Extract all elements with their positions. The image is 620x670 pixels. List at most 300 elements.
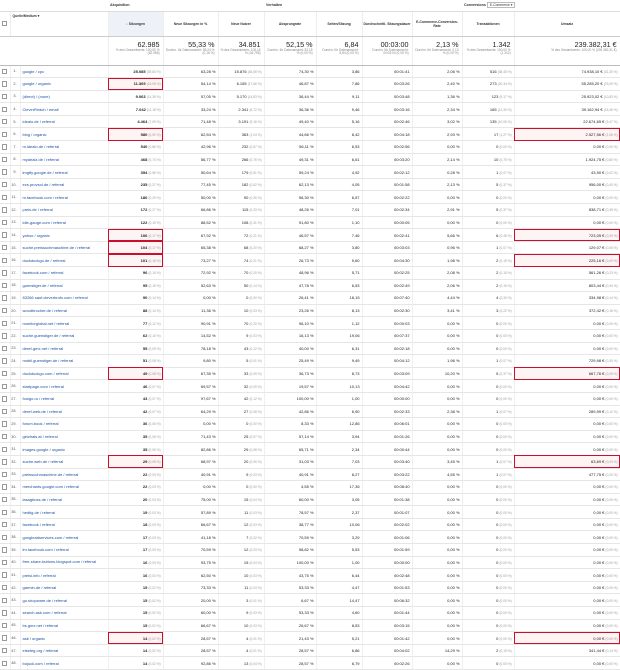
row-checkbox[interactable]: [2, 371, 7, 376]
conversion-rate-cell: 2,06 %: [412, 279, 462, 292]
table-row: [0, 644, 620, 657]
row-checkbox[interactable]: [2, 207, 7, 212]
row-checkbox[interactable]: [2, 69, 7, 74]
transactions-value: 123: [491, 93, 499, 99]
new-users-value: 0: [246, 295, 249, 301]
transactions-cell: [462, 468, 514, 481]
row-checkbox[interactable]: [2, 447, 7, 452]
source-medium-link[interactable]: garmin.de / referral: [20, 581, 108, 594]
table-row: [0, 128, 620, 141]
sessions-cell: [108, 103, 163, 116]
new-users-cell: [218, 468, 264, 481]
row-checkbox-cell: [0, 518, 10, 531]
row-checkbox[interactable]: [2, 220, 7, 225]
revenue-cell: [514, 166, 620, 179]
sessions-percent: (0,14 %): [148, 309, 161, 314]
pages-per-session-cell: 2,37: [316, 506, 362, 519]
sessions-value: 16: [142, 572, 148, 578]
sessions-value: 235: [140, 182, 148, 188]
group-header-row: [0, 0, 620, 11]
sessions-value: 46: [142, 383, 148, 389]
source-medium-link[interactable]: free-share-buttons.blogspot.com / referral: [20, 556, 108, 569]
row-checkbox[interactable]: [2, 182, 7, 187]
transactions-cell: [462, 392, 514, 405]
row-checkbox[interactable]: [2, 270, 7, 275]
source-medium-link[interactable]: suche.guenstiger.de / referral: [20, 329, 108, 342]
avg-duration-cell: 00:02:30: [362, 304, 412, 317]
new-sessions-cell: 0,00 %: [163, 481, 218, 494]
row-checkbox[interactable]: [2, 535, 7, 540]
revenue-percent: (0,00 %): [605, 661, 618, 666]
row-checkbox[interactable]: [2, 144, 7, 149]
revenue-cell: [514, 103, 620, 116]
row-checkbox[interactable]: [2, 661, 7, 666]
source-medium-link[interactable]: idle-gauge.com / referral: [20, 216, 108, 229]
revenue-value: 43,90 €: [591, 169, 605, 175]
sessions-cell: [108, 141, 163, 154]
avg-duration-cell: 00:01:42: [362, 632, 412, 645]
total-value: 6,84: [344, 39, 359, 49]
revenue-value: 334,98 €: [588, 295, 605, 301]
pages-per-session-cell: 7,03: [316, 455, 362, 468]
new-users-value: 33: [243, 371, 249, 377]
source-medium-link[interactable]: m.facebook.com / referral: [20, 191, 108, 204]
table-row: [0, 267, 620, 280]
revenue-value: 55.285,20 €: [581, 81, 603, 87]
dimension-header[interactable]: [10, 11, 108, 36]
bounce-rate-cell: 42,86 %: [264, 405, 316, 418]
dimension-header-label: Quelle/Medium: [12, 13, 37, 18]
bounce-rate-cell: 43,75 %: [264, 569, 316, 582]
source-medium-link[interactable]: preis.de / referral: [20, 204, 108, 217]
total-value: 34.851: [238, 39, 261, 49]
source-medium-link[interactable]: deref-gmx.net / referral: [20, 342, 108, 355]
pages-per-session-cell: 8,73: [316, 367, 362, 380]
revenue-cell: [514, 619, 620, 632]
source-medium-link[interactable]: idealo.de / referral: [20, 115, 108, 128]
new-users-cell: [218, 430, 264, 443]
row-index: 6.: [10, 128, 20, 141]
sessions-percent: (0,05 %): [148, 460, 161, 465]
new-users-cell: [218, 506, 264, 519]
sessions-percent: (0,07 %): [148, 384, 161, 389]
transactions-cell: [462, 304, 514, 317]
sessions-cell: [108, 90, 163, 103]
transactions-value: 0: [496, 547, 499, 553]
conversion-rate-cell: 0,00 %: [412, 619, 462, 632]
row-checkbox[interactable]: [2, 321, 7, 326]
row-checkbox[interactable]: [2, 157, 7, 162]
col-pages-per-session[interactable]: Seiten/Sitzung: [316, 11, 362, 36]
col-revenue[interactable]: Umsatz: [514, 11, 620, 36]
source-medium-link[interactable]: images.google / organic: [20, 443, 108, 456]
row-checkbox[interactable]: [2, 472, 7, 477]
new-sessions-cell: 14,52 %: [163, 329, 218, 342]
new-users-percent: (0,03 %): [249, 523, 262, 528]
avg-duration-cell: 00:04:30: [362, 254, 412, 267]
transactions-value: 0: [496, 622, 499, 628]
new-users-value: 50: [243, 282, 249, 288]
source-medium-link[interactable]: guenstiger.de / referral: [20, 279, 108, 292]
new-users-percent: (0,03 %): [249, 611, 262, 616]
row-checkbox[interactable]: [2, 308, 7, 313]
table-row: [0, 279, 620, 292]
new-sessions-cell: 68,97 %: [163, 455, 218, 468]
source-medium-link[interactable]: go.shopware.de / referral: [20, 594, 108, 607]
revenue-percent: (0,00 %): [605, 548, 618, 553]
row-checkbox[interactable]: [2, 623, 7, 628]
row-checkbox[interactable]: [2, 245, 7, 250]
transactions-value: 0: [496, 219, 499, 225]
col-bounce-rate[interactable]: Absprungrate: [264, 11, 316, 36]
row-checkbox[interactable]: [2, 119, 7, 124]
sessions-cell: [108, 279, 163, 292]
new-users-percent: (0,07 %): [249, 435, 262, 440]
source-medium-link[interactable]: woodbrocher.de / referral: [20, 304, 108, 317]
avg-duration-cell: 00:01:41: [362, 65, 412, 78]
new-users-value: 2.341: [238, 106, 249, 112]
sessions-percent: (0,86 %): [148, 145, 161, 150]
row-checkbox[interactable]: [2, 384, 7, 389]
bounce-rate-cell: 28,57 %: [264, 644, 316, 657]
sessions-cell: [108, 644, 163, 657]
col-avg-session-duration[interactable]: Durchschnittl. Sitzungsdauer: [362, 11, 412, 36]
sessions-value: 172: [140, 207, 148, 213]
avg-duration-cell: 00:01:59: [362, 544, 412, 557]
revenue-cell: [514, 279, 620, 292]
row-checkbox[interactable]: [2, 358, 7, 363]
transactions-cell: [462, 65, 514, 78]
new-users-percent: (0,33 %): [249, 208, 262, 213]
transactions-percent: (0,00 %): [499, 422, 512, 427]
source-medium-link[interactable]: mobil.guenstiger.de / referral: [20, 355, 108, 368]
new-sessions-cell: 75,00 %: [163, 493, 218, 506]
row-checkbox[interactable]: [2, 232, 7, 237]
sessions-cell: [108, 405, 163, 418]
source-medium-link[interactable]: hedtig.de / referral: [20, 506, 108, 519]
row-checkbox[interactable]: [2, 258, 7, 263]
transactions-value: 10: [493, 156, 499, 162]
new-users-cell: [218, 128, 264, 141]
row-checkbox[interactable]: [2, 283, 7, 288]
avg-duration-cell: 00:04:18: [362, 128, 412, 141]
source-medium-link[interactable]: suche.web.de / referral: [20, 455, 108, 468]
revenue-cell: [514, 392, 620, 405]
revenue-value: 25.923,02 €: [581, 93, 603, 99]
revenue-value: 0,00 €: [593, 194, 605, 200]
source-medium-link[interactable]: preissuchmaschine.de / referral: [20, 468, 108, 481]
source-medium-link[interactable]: facebook.com / referral: [20, 267, 108, 280]
new-users-value: 70: [243, 320, 249, 326]
row-checkbox-cell: [0, 191, 10, 204]
conversion-rate-cell: 0,00 %: [412, 418, 462, 431]
row-checkbox[interactable]: [2, 107, 7, 112]
sessions-percent: (0,56 %): [148, 170, 161, 175]
sessions-value: 88: [142, 308, 148, 314]
row-checkbox[interactable]: [2, 522, 7, 527]
new-users-value: 7: [246, 534, 249, 540]
source-medium-link[interactable]: facebook / referral: [20, 518, 108, 531]
new-users-percent: (0,20 %): [249, 246, 262, 251]
transactions-value: 2: [496, 282, 499, 288]
conversion-rate-cell: 0,00 %: [412, 518, 462, 531]
revenue-value: 0,00 €: [593, 635, 605, 641]
new-users-percent: (0,04 %): [249, 661, 262, 666]
source-medium-link[interactable]: google / cpc: [20, 65, 108, 78]
row-checkbox[interactable]: [2, 572, 7, 577]
sessions-percent: (0,02 %): [148, 623, 161, 628]
transactions-value: 5: [496, 371, 499, 377]
revenue-percent: (0,00 %): [605, 497, 618, 502]
source-medium-link[interactable]: yahoo / organic: [20, 229, 108, 242]
source-medium-link[interactable]: eiseteg.org / referral: [20, 644, 108, 657]
table-row: [0, 569, 620, 582]
sessions-value: 101: [140, 257, 148, 263]
row-checkbox[interactable]: [2, 547, 7, 552]
transactions-cell: [462, 644, 514, 657]
sessions-percent: (0,27 %): [148, 208, 161, 213]
source-medium-link[interactable]: mydealz.de / referral: [20, 153, 108, 166]
transactions-value: 2: [496, 648, 499, 654]
revenue-percent: (0,14 %): [605, 296, 618, 301]
bounce-rate-cell: 40,91 %: [264, 468, 316, 481]
row-index: 31.: [10, 443, 20, 456]
new-users-cell: [218, 304, 264, 317]
source-medium-link[interactable]: 83266 sauf.cleverbrofx.com / referral: [20, 292, 108, 305]
bounce-rate-cell: 70,59 %: [264, 531, 316, 544]
source-medium-link[interactable]: duckduckgo.de / referral: [20, 254, 108, 267]
source-medium-link[interactable]: merchants.google.com / referral: [20, 481, 108, 494]
row-checkbox[interactable]: [2, 459, 7, 464]
transactions-percent: (9,17 %): [499, 94, 512, 99]
source-medium-link[interactable]: monitorglobal.net / referral: [20, 317, 108, 330]
sessions-percent: (0,02 %): [148, 661, 161, 666]
transactions-value: 135: [489, 119, 497, 125]
new-users-percent: (0,04 %): [249, 497, 262, 502]
source-medium-link[interactable]: googleadservices.com / referral: [20, 531, 108, 544]
sort-desc-icon: ↓: [126, 21, 128, 26]
revenue-cell: [514, 78, 620, 91]
row-checkbox[interactable]: [2, 346, 7, 351]
revenue-cell: [514, 367, 620, 380]
sessions-value: 29: [142, 459, 148, 465]
sessions-value: 35: [142, 446, 148, 452]
row-checkbox[interactable]: [2, 648, 7, 653]
new-users-cell: [218, 569, 264, 582]
row-index: 9.: [10, 166, 20, 179]
source-medium-link[interactable]: suche.preissuchmaschine.de / referral: [20, 241, 108, 254]
row-checkbox[interactable]: [2, 560, 7, 565]
avg-duration-cell: 00:07:40: [362, 292, 412, 305]
row-checkbox[interactable]: [2, 169, 7, 174]
new-users-percent: (0,01 %): [249, 359, 262, 364]
source-medium-link[interactable]: deref-web.de / referral: [20, 405, 108, 418]
avg-duration-cell: 00:00:00: [362, 392, 412, 405]
sessions-percent: (0,92 %): [148, 132, 161, 137]
col-transactions[interactable]: Transaktionen: [462, 11, 514, 36]
new-users-value: 9: [246, 333, 249, 339]
transactions-percent: (0,15 %): [499, 649, 512, 654]
revenue-value: 838,71 €: [588, 207, 605, 213]
new-users-value: 182: [241, 182, 249, 188]
transactions-value: 0: [496, 509, 499, 515]
revenue-percent: (0,00 %): [605, 510, 618, 515]
avg-duration-cell: 00:02:33: [362, 405, 412, 418]
row-index: 41.: [10, 569, 20, 582]
row-checkbox[interactable]: [2, 610, 7, 615]
revenue-value: 0,00 €: [593, 622, 605, 628]
row-checkbox[interactable]: [2, 585, 7, 590]
source-medium-link[interactable]: startpage.com / referral: [20, 380, 108, 393]
row-checkbox[interactable]: [2, 132, 7, 137]
sessions-cell: [108, 254, 163, 267]
row-checkbox-cell: [0, 65, 10, 78]
sessions-value: 14: [142, 660, 148, 666]
row-checkbox[interactable]: [2, 409, 7, 414]
source-medium-link[interactable]: preisi.info / referral: [20, 569, 108, 582]
row-checkbox[interactable]: [2, 484, 7, 489]
revenue-cell: [514, 594, 620, 607]
pages-per-session-cell: 6,61: [316, 153, 362, 166]
total-cell: [218, 36, 264, 65]
new-users-cell: [218, 279, 264, 292]
table-row: [0, 493, 620, 506]
conversion-rate-cell: 2,40 %: [412, 78, 462, 91]
table-row: [0, 153, 620, 166]
bounce-rate-cell: 60,00 %: [264, 493, 316, 506]
total-value: 239.382,31 €: [574, 39, 617, 49]
row-checkbox[interactable]: [2, 333, 7, 338]
source-medium-link[interactable]: (direct) / (none): [20, 90, 108, 103]
source-medium-link[interactable]: CleverReach / email: [20, 103, 108, 116]
transactions-percent: (0,00 %): [499, 195, 512, 200]
sessions-percent: (0,03 %): [148, 535, 161, 540]
source-medium-link[interactable]: m.idealo.de / referral: [20, 141, 108, 154]
bounce-rate-cell: 100,00 %: [264, 392, 316, 405]
row-index: 38.: [10, 531, 20, 544]
col-conversion-rate[interactable]: E-Commerce-Conversion-Rate: [412, 11, 462, 36]
source-medium-link[interactable]: ask / organic: [20, 632, 108, 645]
conversion-type-select[interactable]: [487, 2, 516, 8]
row-checkbox[interactable]: [2, 421, 7, 426]
col-new-sessions[interactable]: Neue Sitzungen in %: [163, 11, 218, 36]
transactions-cell: [462, 115, 514, 128]
conversion-rate-cell: 0,00 %: [412, 191, 462, 204]
source-medium-link[interactable]: ecs.provsol.de / referral: [20, 178, 108, 191]
row-index: 26.: [10, 380, 20, 393]
revenue-value: 0,00 €: [593, 496, 605, 502]
source-medium-link[interactable]: geizhals.at / referral: [20, 430, 108, 443]
source-medium-link[interactable]: bojuck.com / referral: [20, 657, 108, 670]
new-users-percent: (0,20 %): [249, 321, 262, 326]
new-users-value: 13: [243, 660, 249, 666]
table-row: [0, 355, 620, 368]
sessions-cell: [108, 317, 163, 330]
total-cell: [462, 36, 514, 65]
revenue-percent: (0,30 %): [605, 359, 618, 364]
table-row: [0, 619, 620, 632]
row-index: 25.: [10, 367, 20, 380]
row-index: 43.: [10, 594, 20, 607]
select-all-checkbox[interactable]: [2, 21, 7, 26]
new-sessions-cell: 50,00 %: [163, 191, 218, 204]
sessions-value: 122: [140, 219, 148, 225]
transactions-cell: [462, 405, 514, 418]
source-medium-link[interactable]: duckduckgo.com / referral: [20, 367, 108, 380]
sessions-percent: (0,03 %): [148, 523, 161, 528]
new-users-cell: [218, 405, 264, 418]
revenue-value: 0,00 €: [593, 610, 605, 616]
source-medium-link[interactable]: bs.gmx.net / referral: [20, 619, 108, 632]
source-medium-link[interactable]: search.ask.com / referral: [20, 607, 108, 620]
new-sessions-cell: 56,77 %: [163, 153, 218, 166]
transactions-value: 0: [496, 635, 499, 641]
source-medium-link[interactable]: bing / organic: [20, 128, 108, 141]
transactions-percent: (38,45 %): [497, 69, 512, 74]
revenue-value: 803,44 €: [588, 282, 605, 288]
new-users-percent: (0,03 %): [249, 586, 262, 591]
row-checkbox[interactable]: [2, 195, 7, 200]
row-checkbox[interactable]: [2, 635, 7, 640]
row-checkbox[interactable]: [2, 396, 7, 401]
source-medium-link[interactable]: forum.book / referral: [20, 418, 108, 431]
row-checkbox[interactable]: [2, 598, 7, 603]
row-checkbox[interactable]: [2, 94, 7, 99]
new-users-percent: (0,03 %): [249, 334, 262, 339]
sessions-cell: [108, 342, 163, 355]
new-sessions-cell: 73,33 %: [163, 581, 218, 594]
row-index: 47.: [10, 644, 20, 657]
sessions-percent: (39,83 %): [146, 69, 161, 74]
source-medium-link[interactable]: lasagbuss.de / referral: [20, 493, 108, 506]
row-checkbox[interactable]: [2, 434, 7, 439]
new-users-value: 20: [243, 459, 249, 465]
transactions-value: 0: [496, 585, 499, 591]
source-medium-link[interactable]: lm.facebook.com / referral: [20, 544, 108, 557]
revenue-percent: (0,16 %): [605, 309, 618, 314]
col-sessions[interactable]: [108, 11, 163, 36]
transactions-value: 0: [496, 572, 499, 578]
source-medium-link[interactable]: google / organic: [20, 78, 108, 91]
row-checkbox[interactable]: [2, 81, 7, 86]
revenue-percent: (0,00 %): [605, 397, 618, 402]
row-checkbox[interactable]: [2, 497, 7, 502]
row-checkbox[interactable]: [2, 295, 7, 300]
avg-duration-cell: 00:02:46: [362, 115, 412, 128]
sessions-cell: [108, 329, 163, 342]
row-checkbox-cell: [0, 115, 10, 128]
conversion-rate-cell: 5,66 %: [412, 229, 462, 242]
transactions-percent: (0,00 %): [499, 384, 512, 389]
bounce-rate-cell: 46,87 %: [264, 78, 316, 91]
new-users-value: 12: [243, 522, 249, 528]
source-medium-link[interactable]: fooigo.ru / referral: [20, 392, 108, 405]
new-users-percent: (0,12 %): [249, 346, 262, 351]
new-users-value: 29: [243, 446, 249, 452]
source-medium-link[interactable]: lmgtfy.google.de / referral: [20, 166, 108, 179]
col-new-users[interactable]: Neue Nutzer: [218, 11, 264, 36]
revenue-percent: (0,00 %): [605, 334, 618, 339]
table-row: [0, 115, 620, 128]
row-checkbox-cell: [0, 544, 10, 557]
new-sessions-cell: 66,86 %: [163, 204, 218, 217]
row-checkbox-cell: [0, 267, 10, 280]
bounce-rate-cell: 53,33 %: [264, 607, 316, 620]
revenue-percent: (0,20 %): [605, 472, 618, 477]
row-checkbox[interactable]: [2, 510, 7, 515]
transactions-value: 0: [496, 559, 499, 565]
conversion-rate-cell: 0,00 %: [412, 342, 462, 355]
